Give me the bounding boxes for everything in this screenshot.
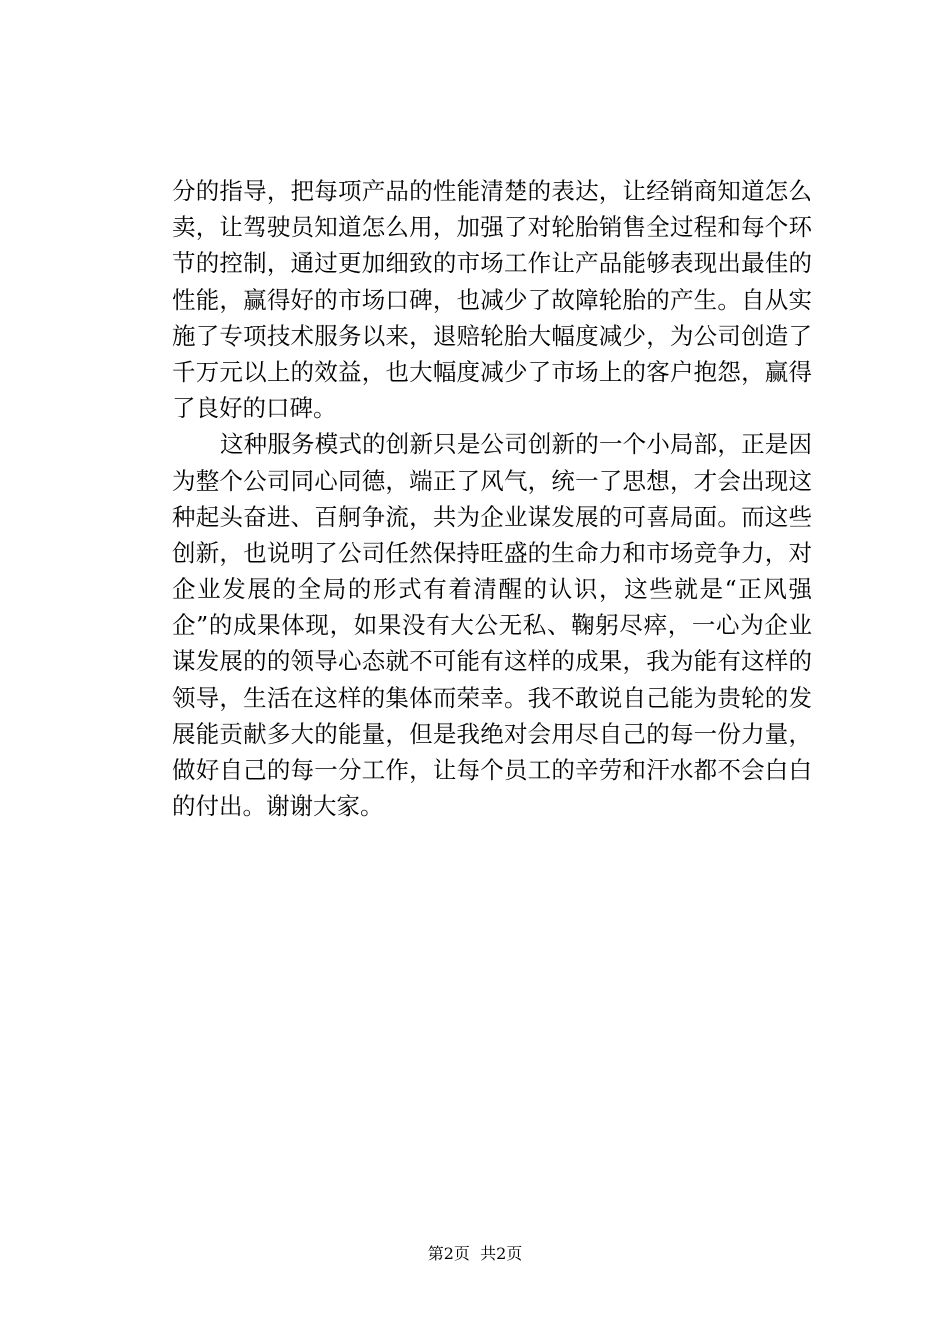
text-line: 卖，让驾驶员知道怎么用，加强了对轮胎销售全过程和每个环	[172, 213, 812, 242]
text-line: 展能贡献多大的能量，但是我绝对会用尽自己的每一份力量，	[172, 719, 812, 748]
text-line: 企”的成果体现，如果没有大公无私、鞠躬尽瘁，一心为企业	[172, 611, 812, 640]
text-line: 的付出。谢谢大家。	[172, 792, 384, 821]
page-footer	[0, 1244, 950, 1264]
text-line: 创新，也说明了公司任然保持旺盛的生命力和市场竞争力，对	[172, 538, 812, 567]
text-line: 这种服务模式的创新只是公司创新的一个小局部，正是因	[220, 430, 812, 459]
text-line: 领导，生活在这样的集体而荣幸。我不敢说自己能为贵轮的发	[172, 683, 812, 712]
text-line: 企业发展的全局的形式有着清醒的认识，这些就是“正风强	[172, 575, 812, 604]
text-line: 分的指导，把每项产品的性能清楚的表达，让经销商知道怎么	[172, 177, 812, 205]
text-line: 做好自己的每一分工作，让每个员工的辛劳和汗水都不会白白	[172, 756, 812, 784]
text-line: 谋发展的的领导心态就不可能有这样的成果，我为能有这样的	[172, 647, 812, 676]
text-line: 节的控制，通过更加细致的市场工作让产品能够表现出最佳的	[172, 249, 812, 278]
text-line: 了良好的口碑。	[172, 394, 337, 423]
paragraph	[172, 173, 812, 426]
text-line: 为整个公司同心同德，端正了风气，统一了思想，才会出现这	[172, 466, 812, 495]
page-number: 第2页 共2页	[427, 1244, 523, 1263]
text-line: 性能，赢得好的市场口碑，也减少了故障轮胎的产生。自从实	[172, 285, 812, 314]
text-line: 千万元以上的效益，也大幅度减少了市场上的客户抱怨，赢得	[172, 357, 812, 386]
paragraph	[172, 426, 812, 824]
text-line: 施了专项技术服务以来，退赔轮胎大幅度减少，为公司创造了	[172, 321, 812, 350]
document-body	[172, 173, 812, 824]
text-line: 种起头奋进、百舸争流，共为企业谋发展的可喜局面。而这些	[172, 502, 812, 531]
